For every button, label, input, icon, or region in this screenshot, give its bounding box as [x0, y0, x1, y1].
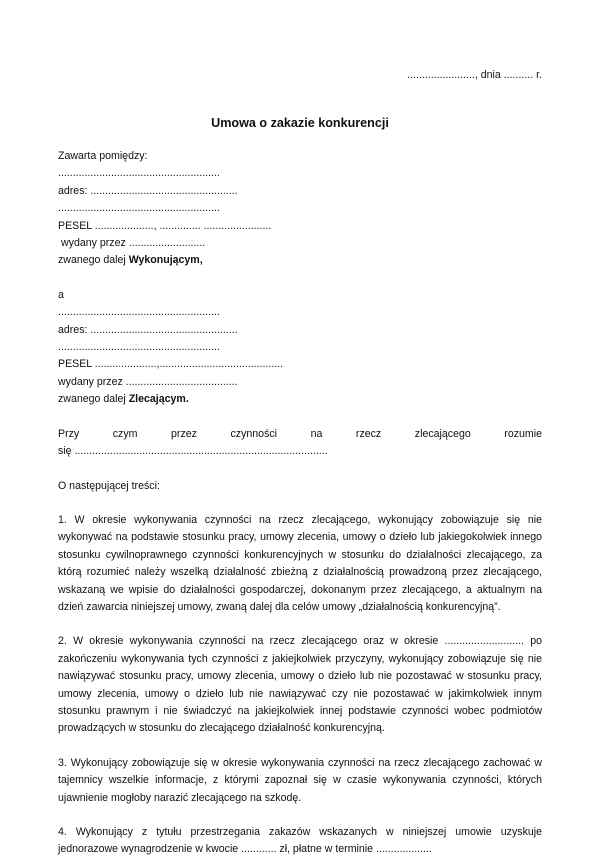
- conjunction: a: [58, 288, 64, 301]
- party2-called: [58, 391, 542, 408]
- party1-address-line-2: .......................................................: [58, 202, 220, 215]
- party1-role: Wykonującym,: [128, 254, 203, 267]
- party1-intro: Zawarta pomiędzy:: [58, 150, 148, 162]
- party2-name-line: .......................................................: [58, 306, 220, 319]
- party1-called-prefix: zwanego dalej: [58, 254, 129, 267]
- spacer: [58, 270, 542, 287]
- party1-called: [58, 252, 542, 269]
- document-body: [58, 148, 542, 859]
- paragraph-3: 3. Wykonujący zobowiązuje się w okresie wykonywania czynności na rzecz zlecającego zachować w tajemnicy wszelkie informacje, z którymi zapoznał się w czasie wykonywania czynności, których ujawnienie mogłoby narazić zlecającego na szkodę.: [58, 756, 542, 804]
- spacer: [58, 409, 542, 426]
- paragraph-4: 4. Wykonujący z tytułu przestrzegania zakazów wskazanych w niniejszej umowie uzyskuje jednorazowe wynagrodzenie w kwocie ............ zł, płatne w terminie ...................: [58, 826, 542, 856]
- spacer: [58, 807, 542, 824]
- spacer: [58, 495, 542, 512]
- place-date-line: ......................., dnia .......... r.: [407, 69, 542, 81]
- understanding-line-1: Przy czym przez czynności na rzecz zlecającego rozumie: [58, 427, 542, 440]
- spacer: [58, 738, 542, 755]
- party2-address-line: adres: ..................................................: [58, 323, 238, 336]
- party1-address-line: adres: ..................................................: [58, 184, 238, 197]
- spacer: [58, 461, 542, 478]
- spacer: [58, 616, 542, 633]
- following-content-label: O następującej treści:: [58, 479, 160, 492]
- party1-name-line: .......................................................: [58, 167, 220, 180]
- party2-issued-by: wydany przez ......................................: [58, 375, 238, 388]
- party2-address-line-2: .......................................................: [58, 341, 220, 354]
- paragraph-2: 2. W okresie wykonywania czynności na rzecz zlecającego oraz w okresie ........................... po zakończeniu wykonywania tych czynności z jakiejkolwiek przyczyny, wykonujący zobowiązuje się nie nawiązywać stosunku pracy, umowy zlecenia, umowy o dzieło lub nie pozostawać w stosunku pracy, umowy zlecenia, umowy o dzieło lub nie nawiązywać czy nie pozostawać w jakimkolwiek innym stosunku prawnym i nie świadczyć na jakiejkolwiek innej podstawie czynności wobec podmiotów prowadzących w stosunku do zlecającego działalność konkurencyjną.: [58, 635, 542, 735]
- understanding-line-2: się ......................................................................................: [58, 445, 328, 458]
- document-title: Umowa o zakazie konkurencji: [211, 116, 389, 130]
- party2-called-prefix: zwanego dalej: [58, 393, 129, 406]
- party2-role: Zlecającym.: [128, 393, 189, 406]
- paragraph-1: 1. W okresie wykonywania czynności na rzecz zlecającego, wykonujący zobowiązuje się nie wykonywać na podstawie stosunku pracy, umowy zlecenia, umowy o dzieło lub jakiegokolwiek innego stosunku cywilnoprawnego czynności konkurencyjnych w stosunku do działalności zlecającego, za którą rozumieć należy wszelką działalność zbieżną z działalnością prowadzoną przez zlecającego, wskazaną we wpisie do działalności gospodarczej, dokonanym przez zlecającego, a aktualnym na dzień zawarcia niniejszej umowy, zwaną dalej dla celów umowy „działalnością konkurencyjną”.: [58, 513, 542, 613]
- party2-pesel-line: PESEL .....................,..........................................: [58, 358, 284, 371]
- party1-issued-by: wydany przez ..........................: [61, 237, 206, 250]
- party1-pesel-line: PESEL ...................., .............. .......................: [58, 219, 272, 232]
